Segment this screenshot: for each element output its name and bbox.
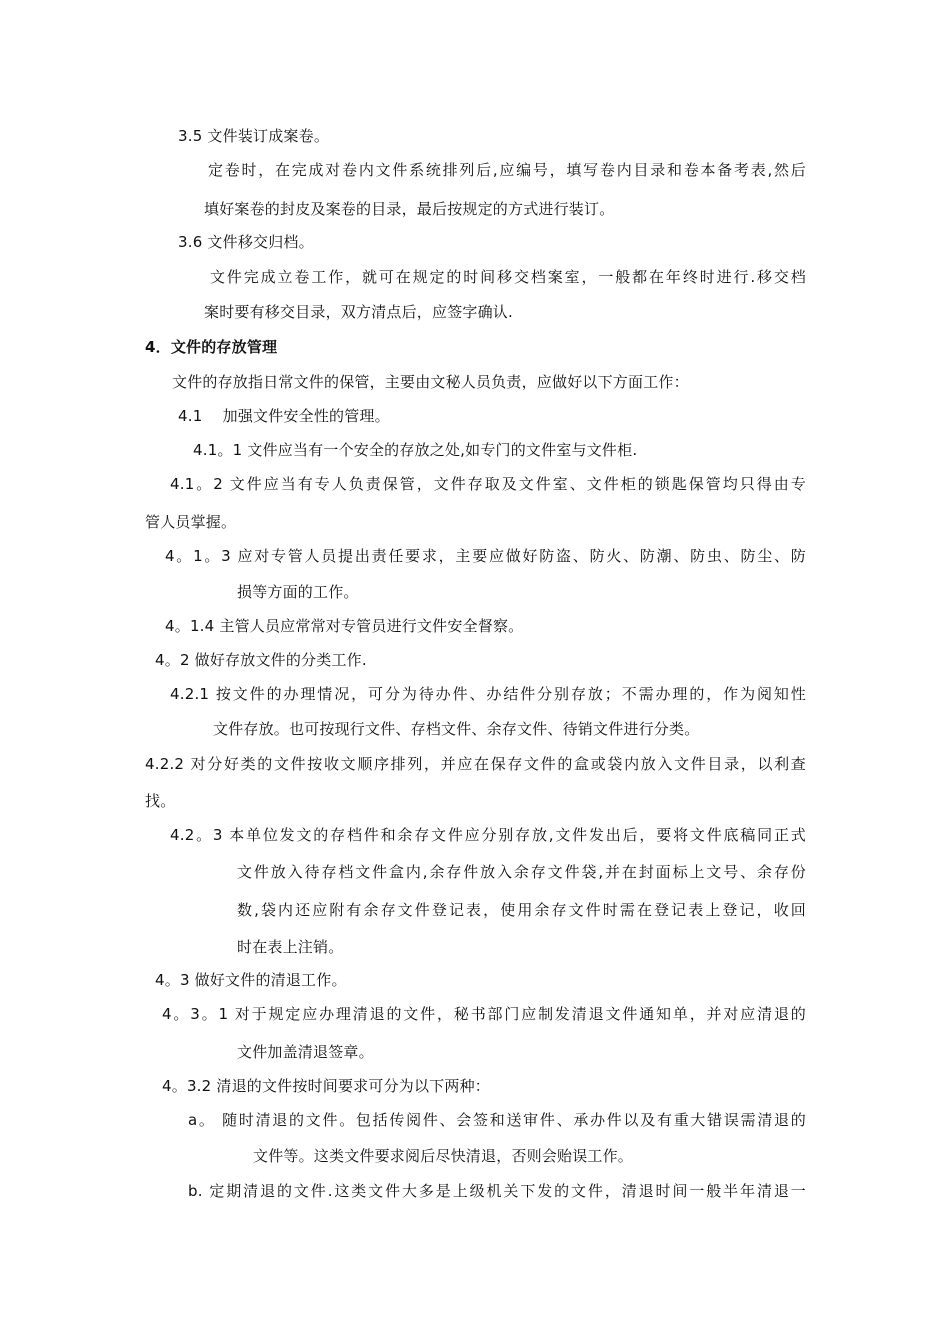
paragraph-line: 4。1。3 应对专管人员提出责任要求，主要应做好防盗、防火、防潮、防虫、防尘、防 [165,547,806,565]
paragraph-line: 4.1。2 文件应当有专人负责保管，文件存取及文件室、文件柜的锁匙保管均只得由专 [170,475,806,493]
paragraph-line: 4.2.2 对分好类的文件按收文顺序排列，并应在保存文件的盒或袋内放入文件目录，以利查 [145,755,806,773]
paragraph-line: 4.2.1 按文件的办理情况，可分为待办件、办结件分别存放；不需办理的，作为阅知性 [170,685,806,703]
paragraph-line: 找。 [145,792,176,810]
paragraph-line: b. 定期清退的文件.这类文件大多是上级机关下发的文件，清退时间一般半年清退一 [188,1182,806,1200]
paragraph-line: 损等方面的工作。 [237,583,359,601]
paragraph-line: 文件完成立卷工作，就可在规定的时间移交档案室，一般都在年终时进行.移交档 [210,268,806,286]
subsection-heading-4-2: 4。2 做好存放文件的分类工作. [155,651,367,669]
paragraph-line: 案时要有移交目录，双方清点后，应签字确认. [204,303,513,321]
paragraph-line: 4.2。3 本单位发文的存档件和余存文件应分别存放,文件发出后，要将文件底稿同正式 [170,826,806,844]
paragraph-line: 填好案卷的封皮及案卷的目录，最后按规定的方式进行装订。 [204,200,615,218]
paragraph-line: 4。3.2 清退的文件按时间要求可分为以下两种： [162,1077,490,1095]
paragraph-line: 数,袋内还应附有余存文件登记表，使用余存文件时需在登记表上登记，收回 [237,901,806,919]
paragraph-line: 文件加盖清退签章。 [237,1043,374,1061]
section-heading-3-5: 3.5 文件装订成案卷。 [178,127,330,145]
paragraph-line: 文件放入待存档文件盒内,余存件放入余存文件袋,并在封面标上文号、余存份 [237,863,806,881]
paragraph-line: 文件的存放指日常文件的保管，主要由文秘人员负责，应做好以下方面工作： [172,373,689,391]
paragraph-line: 定卷时，在完成对卷内文件系统排列后,应编号，填写卷内目录和卷本备考表,然后 [208,161,806,179]
paragraph-line: 管人员掌握。 [145,513,237,531]
subsection-heading-4-3: 4。3 做好文件的清退工作。 [155,971,347,989]
paragraph-line: 时在表上注销。 [237,938,344,956]
paragraph-line: 4.1。1 文件应当有一个安全的存放之处,如专门的文件室与文件柜. [193,441,638,459]
paragraph-line: 4。3。1 对于规定应办理清退的文件，秘书部门应制发清退文件通知单，并对应清退的 [162,1005,806,1023]
subsection-heading-4-1: 4.1 加强文件安全性的管理。 [178,407,390,425]
paragraph-line: a。 随时清退的文件。包括传阅件、会签和送审件、承办件以及有重大错误需清退的 [188,1111,806,1129]
section-heading-3-6: 3.6 文件移交归档。 [178,233,314,251]
paragraph-line: 文件存放。也可按现行文件、存档文件、余存文件、待销文件进行分类。 [213,720,700,738]
section-heading-4: 4．文件的存放管理 [145,338,278,356]
paragraph-line: 文件等。这类文件要求阅后尽快清退，否则会贻误工作。 [253,1147,634,1165]
paragraph-line: 4。1.4 主管人员应常常对专管员进行文件安全督察。 [165,617,524,635]
